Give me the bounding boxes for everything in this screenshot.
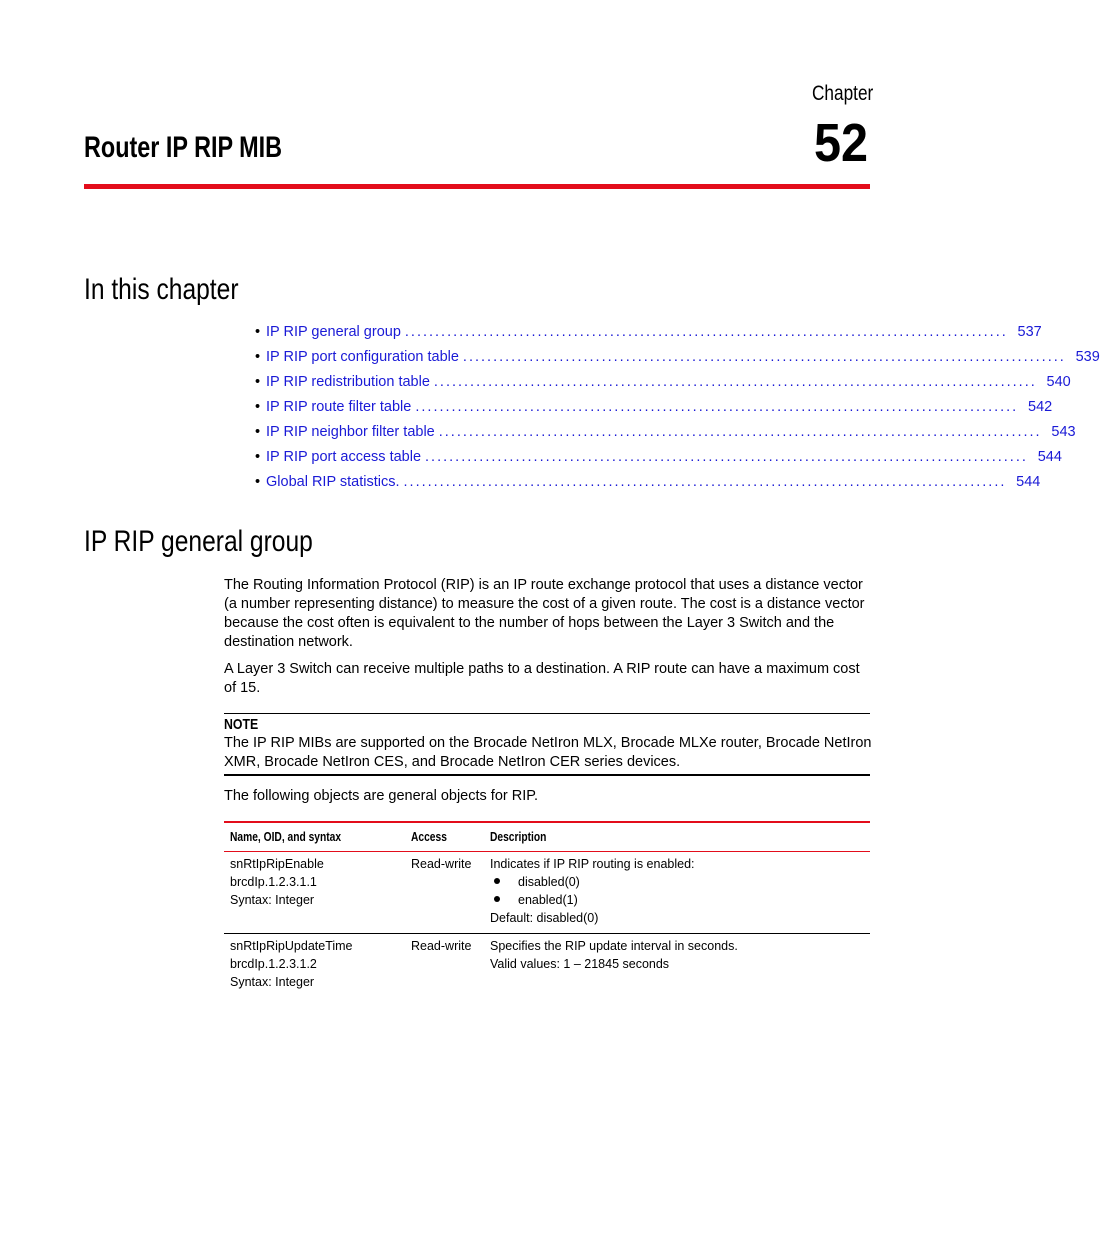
toc-link-ip-rip-neighbor-filter-table[interactable]	[266, 422, 1076, 442]
chapter-toc	[255, 322, 1100, 497]
toc-item-page: 537	[1017, 324, 1042, 340]
toc-link-ip-rip-port-access-table[interactable]	[266, 447, 1062, 467]
access-cell: Read-write	[411, 939, 472, 953]
note-text: The IP RIP MIBs are supported on the Brocade NetIron MLX, Brocade MLXe router, Brocade NetIron XMR, Brocade NetIron CES, and Brocade NetIron CER series devices.	[224, 735, 872, 770]
description-bullet: disabled(0)	[490, 873, 864, 891]
object-oid: brcdIp.1.2.3.1.1	[230, 875, 317, 889]
toc-item	[255, 347, 1100, 372]
note-top-rule	[224, 713, 870, 714]
note-label: NOTE	[224, 716, 259, 733]
bullet-icon: •	[255, 349, 261, 365]
toc-item-label: IP RIP general group	[266, 324, 401, 340]
objects-table	[224, 821, 870, 997]
column-header: Name, OID, and syntax	[230, 830, 342, 844]
toc-item	[255, 322, 1042, 347]
name-oid-syntax-cell	[224, 852, 405, 934]
chapter-rule	[84, 184, 870, 189]
body-paragraph: A Layer 3 Switch can receive multiple paths to a destination. A RIP route can have a maximum cost of 15.	[224, 661, 860, 696]
toc-item-label: IP RIP neighbor filter table	[266, 424, 435, 440]
bullet-icon: •	[255, 324, 261, 340]
object-name: snRtIpRipUpdateTime	[230, 939, 353, 953]
table-header-row	[224, 822, 870, 852]
toc-item-page: 544	[1016, 474, 1041, 490]
toc-link-ip-rip-general-group[interactable]	[266, 322, 1042, 342]
toc-leader-dots: ....................................................................................................	[404, 324, 1008, 340]
toc-leader-dots: ....................................................................................................	[425, 449, 1028, 465]
bullet-icon: •	[255, 374, 261, 390]
toc-link-ip-rip-route-filter-table[interactable]	[266, 397, 1053, 417]
table-row	[224, 852, 870, 934]
chapter-number: 52	[814, 113, 869, 173]
column-header: Description	[490, 830, 547, 844]
description-text: Indicates if IP RIP routing is enabled:	[490, 857, 695, 871]
access-cell: Read-write	[411, 857, 472, 871]
table-intro: The following objects are general objects for RIP.	[224, 788, 539, 804]
toc-leader-dots: ....................................................................................................	[433, 374, 1037, 390]
note-bottom-rule	[224, 774, 870, 776]
bullet-icon: •	[255, 424, 261, 440]
bullet-icon: •	[255, 474, 261, 490]
toc-leader-dots: ....................................................................................................	[403, 474, 1007, 490]
description-text: Specifies the RIP update interval in seconds.	[490, 939, 738, 953]
toc-link-ip-rip-redistribution-table[interactable]	[266, 372, 1071, 392]
bullet-icon: •	[255, 449, 261, 465]
object-oid: brcdIp.1.2.3.1.2	[230, 957, 317, 971]
description-cell	[484, 852, 870, 934]
chapter-title: Router IP RIP MIB	[84, 131, 283, 164]
toc-item-page: 544	[1037, 449, 1062, 465]
chapter-label: Chapter	[812, 82, 874, 105]
toc-item-page: 542	[1028, 399, 1053, 415]
toc-item	[255, 372, 1071, 397]
object-syntax: Syntax: Integer	[230, 893, 315, 907]
toc-item-page: 543	[1051, 424, 1076, 440]
description-cell	[484, 934, 870, 998]
in-this-chapter-heading: In this chapter	[84, 273, 239, 306]
toc-item-label: IP RIP port access table	[266, 449, 422, 465]
toc-leader-dots: ....................................................................................................	[438, 424, 1042, 440]
section-heading: IP RIP general group	[84, 525, 313, 558]
toc-item-page: 539	[1075, 349, 1100, 365]
toc-link-global-rip-statistics[interactable]	[266, 472, 1041, 492]
body-paragraph: The Routing Information Protocol (RIP) is an IP route exchange protocol that uses a distance vector (a number representing distance) to measure the cost of a given route. The cost is a distance vector because the cost often is equivalent to the number of hops between the Layer 3 Switch and the destination network.	[224, 577, 865, 650]
description-default: Default: disabled(0)	[490, 911, 599, 925]
toc-item	[255, 397, 1053, 422]
name-oid-syntax-cell	[224, 934, 405, 998]
toc-item	[255, 447, 1062, 472]
toc-item-label: IP RIP redistribution table	[266, 374, 430, 390]
toc-item-label: IP RIP route filter table	[266, 399, 412, 415]
toc-item	[255, 472, 1041, 497]
column-header: Access	[411, 830, 447, 844]
toc-leader-dots: ....................................................................................................	[415, 399, 1019, 415]
toc-link-ip-rip-port-configuration-table[interactable]	[266, 347, 1100, 367]
object-name: snRtIpRipEnable	[230, 857, 324, 871]
toc-leader-dots: ....................................................................................................	[462, 349, 1066, 365]
toc-item-page: 540	[1046, 374, 1071, 390]
table-row	[224, 934, 870, 998]
toc-item-label: Global RIP statistics.	[266, 474, 400, 490]
toc-item-label: IP RIP port configuration table	[266, 349, 459, 365]
bullet-icon: •	[255, 399, 261, 415]
toc-item	[255, 422, 1076, 447]
description-bullet: enabled(1)	[490, 891, 864, 909]
description-valid-values: Valid values: 1 – 21845 seconds	[490, 957, 670, 971]
object-syntax: Syntax: Integer	[230, 975, 315, 989]
